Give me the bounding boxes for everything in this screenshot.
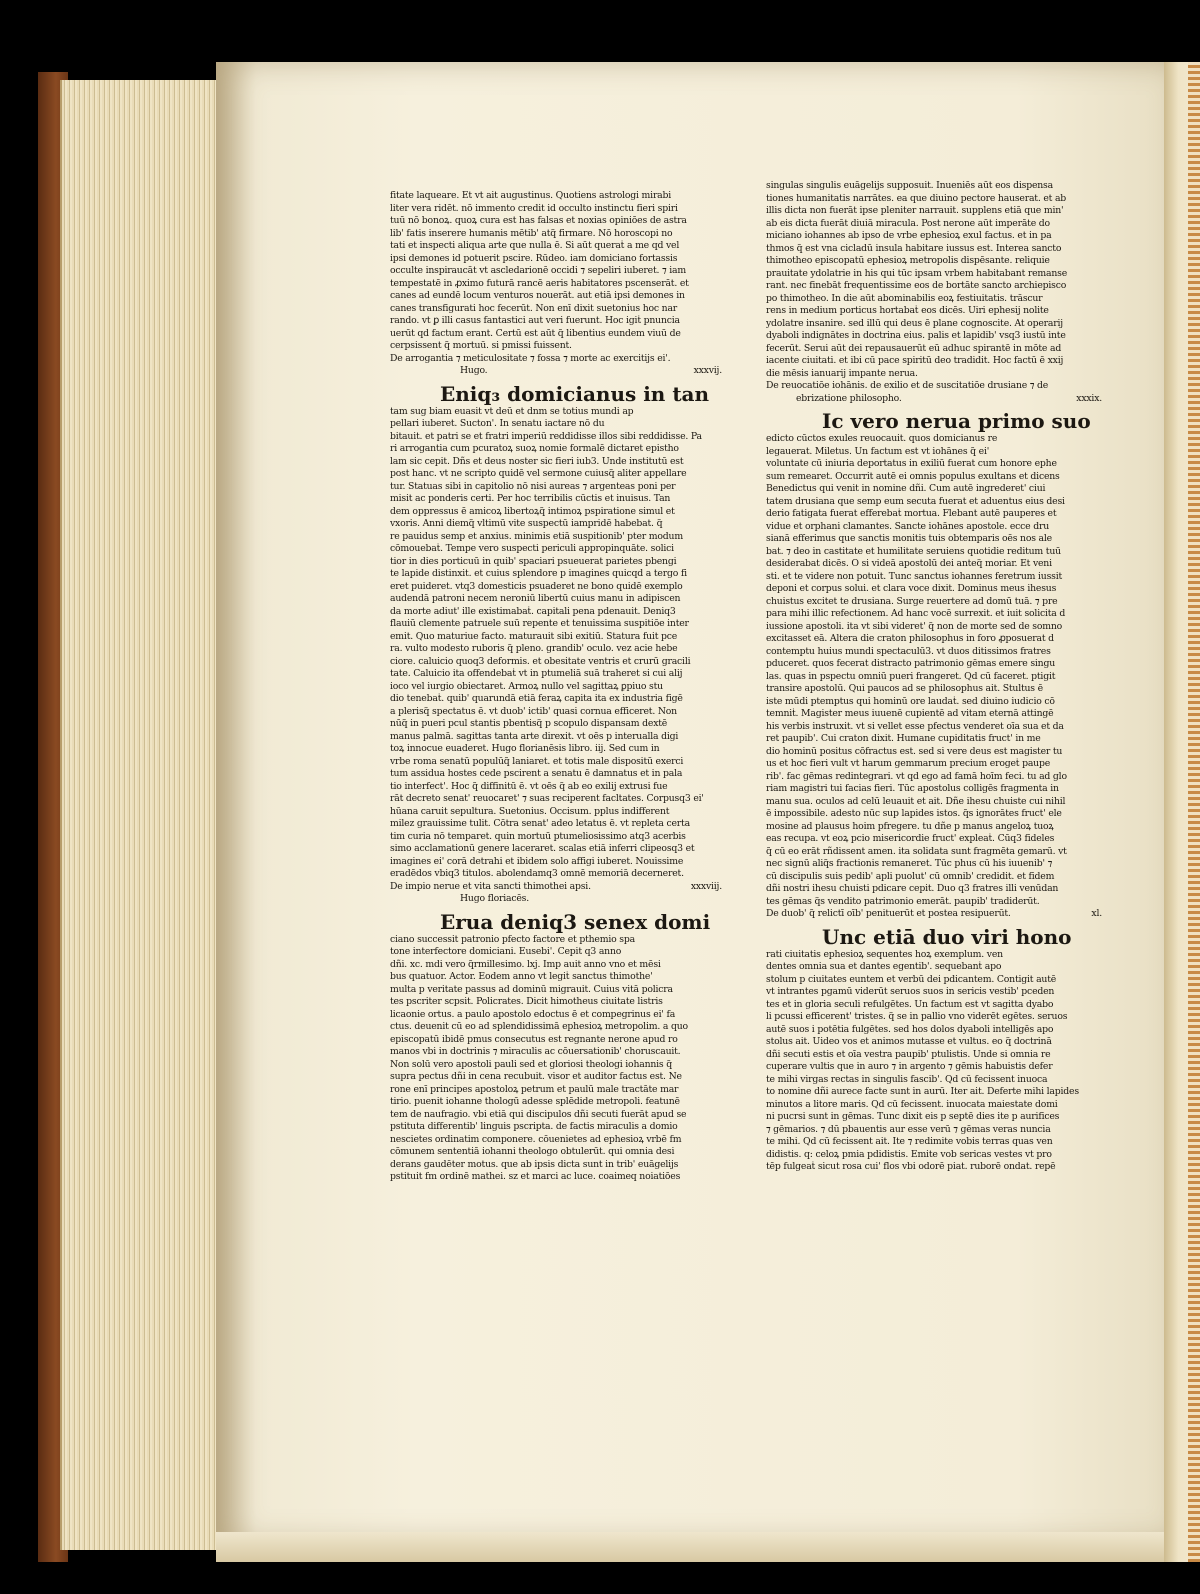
chapter-number: xl. [1091,908,1102,919]
text-line: eas recupa. vt eoꝝ pcio misericordie fruct' expleaṫ. Cūq3 fideles [766,833,1055,844]
text-line: ctus. deuenit cū eo ad splendidissimā ephesioꝝ metropolim. a quo [390,1021,688,1032]
text-line: derio fatigata fuerat efferebaṫ mortua. Flebant autē pauperes et [766,508,1057,519]
text-line: deponi et corpus solui. et clara voce dixit. Dominus meus ihesus [766,583,1057,594]
text-line: rāt decreto senat' reuocaret' ⁊ suas reciperent facltates. Corpusq3 ei' [390,793,704,804]
text-line: liter vera ridēt. nō immento credit id occulto instinctu fieri spiri [390,202,678,214]
text-line: prauitate ydolatrie in his qui tūc ipsam vrbem habitabant remanse [766,267,1068,279]
right-text-column [766,180,1108,1174]
text-line: dio tenebaṫ. quib' quarundā etiā feraꝝ capita ita ex industria figē [390,693,683,704]
text-line: rone enī principes apostoloꝝ petrum et paulū male tractāte mar [390,1083,679,1095]
chapter-number: xxxviij. [690,880,722,892]
text-line: ciore. caluicio quoq3 deformis. et obesitate ventris et crurū gracili [390,655,691,667]
text-line: bat. ⁊ deo in castitate et humilitate seruiens quotidie reditum tuū [766,545,1061,557]
text-line: ioco vel iurgio obiectaret. Armoꝝ nullo vel sagittaꝝ ꝑpiuo stu [390,680,663,692]
text-line: tate. Caluicio ita offendebaṫ vt in ptumeliā suā traheret si cui alij [390,668,683,679]
text-line: manos vbi in doctrinis ⁊ miraculis ac cōuersationib' choruscauit. [390,1046,681,1057]
text-line: iste mūdi ptemptus qui hominū ore laudaṫ. sed diuino iudicio cō [766,695,1055,707]
text-line: tempestatē in ꝓximo futurā rancē aeris habitatores pscenserāt. et [390,277,689,289]
left-para-1 [390,190,728,353]
text-line: fitate laqueare. Et vt ait augustinus. Quotiens astrologi mirabi [390,190,672,201]
text-line: canes ad eundē locum venturos nouerāt. aut etiā ipsi demones in [390,290,685,301]
text-line: para mihi illic refectionem. Ad hanc vocē surrexit. et iuit solicita d [766,608,1066,619]
right-para-2 [766,433,1108,908]
text-line: flauiū clemente patruele suū repente et tenuissima suspitiōe inter [390,618,689,629]
text-line: rando. vt ꝑ illi casus fantastici aut veri fuerunt. Hoc igiṫ pnuncia [390,315,680,326]
text-line: mosine ad plausus hoim pfregere. tu dñe p manus angeloꝝ tuoꝝ [766,820,1054,832]
text-line: tum assidua hostes cede pscirent a senatu ē damnatus et in pala [390,768,683,779]
text-line: sianā efferimus que sanctis monitis tuis obtemparis oēs nos ale [766,533,1052,544]
text-line: simo acclamationū genere laceraret. scalas etiā inferri clipeosq3 et [390,843,695,854]
text-line: cū discipulis suis pedib' apli puolut' cū omnib' credidit. et fidem [766,870,1055,882]
caption-text: De impio nerue et vita sancti thimothei apsi. [390,880,591,892]
text-line: thmos q̃ est vna cicladū insula habitare iussus est. Interea sancto [766,242,1062,254]
text-line: vxoris. Anni diemq̃ vltimū vite suspectū iampridē habebat. q̃ [390,518,663,529]
text-line: tati et inspecti aliqua arte que nulla ē. Si aūt queraṫ a me qd vel [390,240,680,251]
text-line: lib' fatis inserere humanis mētib' atq̃ firmare. Nō horoscopi no [390,227,673,239]
caption-text: ebrizatione philosopho. [796,392,902,404]
text-line: ra. vulto modesto ruboris q̃ pleno. grandib' oculo. vez acie hebe [390,643,678,654]
text-line: licaonie ortus. a paulo apostolo edoctus ē et compegrinus ei' fa [390,1008,676,1020]
right-para-3 [766,949,1108,1174]
chapter-caption-xxxix-cont [766,393,1108,406]
text-line: vrbe roma senatū populūq̃ laniaret. et totis male dispositū exerci [390,755,684,767]
text-line: po thimotheo. In die aūt abominabilis eoꝝ festiuitatis. trāscur [766,292,1043,304]
text-line: dñi. xc. mdi vero q̃rmillesimo. lxj. Imp auit anno vno et mēsi [390,958,661,970]
text-line: autē suos i potētia fulgētes. sed hos dolos dyaboli intelligēs apo [766,1023,1054,1035]
right-para-1 [766,180,1108,380]
text-line: to nomine dñi aurece facte sunt in aurū. Iter ait. Deferte mihi lapides [766,1086,1079,1097]
text-line: q̃ cū eo erāt rñdissent amen. ita solidata sunt fragmēta gemarū. vt [766,845,1067,857]
left-para-2 [390,406,728,881]
chapter-heading-domicianus: Eniq₃ domicianus in tan [440,381,710,406]
text-line: manu sua. oculos ad celū leuauit et ait. Dñe ihesu chuiste cui nihil [766,795,1066,807]
chapter-heading-hic-vero: Ic vero nerua primo suo [822,409,1091,433]
text-line: desiderabat dicēs. O si videā apostolū dei anteq̃ moriar. Et veni [766,558,1052,569]
text-line: post hanc. vt ne scripto quidē vel sermone cuiusq̃ aliter appellare [390,468,687,479]
text-line: tone interfectore domiciani. Eusebi'. Cepit q3 anno [390,946,622,957]
text-line: ri arrogantia cum pcuratoꝝ suoꝝ nomie formalē dictaret epistho [390,443,679,454]
text-line: te mihi. Qd cū fecissent ait. Ite ⁊ redimite vobis terras quas ven [766,1136,1053,1147]
text-line: ipsi demones id potuerit pscire. Rūdeo. iam domiciano fortassis [390,252,678,264]
text-line: edicto cūctos exules reuocauit. quos domicianus re [766,433,998,444]
text-line: da morte adiut' ille existimabaṫ. capitali pena pdenauit. Deniq3 [390,605,676,617]
text-line: stolus ait. Uideo vos et animos mutasse et vultus. eo q̃ doctrinā [766,1036,1052,1047]
text-line: hūana caruit sepultura. Suetonius. Occisum. pplus indifferent [390,805,670,817]
text-line: iacente ciuitati. et ibi cū pace spiritū deo tradidit. Hoc factū ē xxij [766,355,1064,366]
text-line: te lapide distinxit. et cuius splendore p imagines quicqd a tergo fi [390,568,687,579]
text-line: us et hoc fieri vult vt harum gemmarum precium erogeṫ paupe [766,758,1051,769]
text-line: riam magistri tui facias fieri. Tūc apostolus colligēs fragmenta in [766,783,1059,794]
text-line: temniṫ. Magister meus iuuenē cupientē ad vitam eternā attingē [766,708,1054,719]
text-line: pduceret. quos fecerat distracto patrimonio gēmas emere singu [766,658,1056,669]
text-line: tior in dies porticuū in quib' spaciari psueuerat parietes pbengi [390,555,677,567]
text-line: rati ciuitatis ephesioꝝ sequentes hoꝝ exemplum. ven [766,948,1003,960]
text-line: ē impossibile. adesto nūc sup lapides istos. q̃s ignorātes fruct' ele [766,808,1062,819]
text-line: toꝝ innocue euaderet. Hugo florianēsis libro. iij. Sed cum in [390,743,660,754]
text-line: multa p veritate passus ad dominū migrauit. Cuius vitā policra [390,983,673,995]
left-text-column [390,190,728,1184]
text-line: tatem drusiana que semp eum secuta fuerat et aduentus eius desi [766,495,1065,507]
text-line: tem de naufragio. vbi etiā qui discipulos dñi secuti fuerāt apud se [390,1108,687,1120]
text-line: li pcussi efficerent' tristes. q̃ se in pallio vno viderēt egētes. seruos [766,1011,1068,1022]
text-line: ydolatre insanire. sed illū qui deus ē plane cognoscite. At operarij [766,317,1063,329]
text-line: emit. Quo maturiue facto. maturauit sibi exitiū. Statura fuit pce [390,630,678,642]
text-line: tes pscriter scpsit. Policrates. Dicit himotheus ciuitate listris [390,996,663,1007]
text-line: vidue et orphani clamantes. Sancte iohānes apostole. ecce dru [766,520,1049,532]
text-line: milez grauissime tulit. Cōtra senat' adeo letatus ē. vt repleta certa [390,818,690,829]
facing-page-binding [1188,62,1200,1562]
text-line: sti. et te videre non potuit. Tunc sanctus iohannes feretrum iussit [766,570,1063,582]
text-line: tuū nō bonoꝝ. quoꝝ cura est has falsas et noxias opiniōes de astra [390,215,687,226]
author-name: Hugo floriacēs. [460,893,530,904]
text-line: bitauit. et patri se et fratri imperiū reddidisse illos sibi reddidisse. Pa [390,430,702,442]
text-line: supra pectus dñi in cena recubuit. visor et auditor factus est. Ne [390,1071,682,1082]
text-line: contemptu huius mundi spectaculū3. vt duos ditissimos fratres [766,645,1051,657]
chapter-caption-xl [766,908,1108,921]
text-line: iussione apostoli. ita vt sibi videret' q̃ non de morte sed de somno [766,620,1063,632]
text-line: nec signū aliq̃s fractionis remaneret. Tūc phus cū his iuuenib' ⁊ [766,858,1052,869]
text-line: imagines ei' corā detrahi et ibidem solo affigi iuberet. Nouissime [390,855,684,867]
caption-text: De arrogantia ⁊ meticulositate ⁊ fossa ⁊ morte ac exercitijs ei'. [390,352,671,364]
chapter-heading-nerua: Erua deniq3 senex domi [440,909,711,934]
text-line: dem oppressus ē amicoꝝ libertoꝝq̃ intimoꝝ pspiratione simul et [390,505,675,517]
text-line: rens in medium porticus hortabaṫ eos dicēs. Uiri ephesij nolite [766,305,1049,316]
text-line: re pauidus semp et anxius. minimis etiā suspitionib' pter modum [390,530,683,542]
page-edges [60,80,218,1550]
text-line: audendā patroni necem neroniū libertū cuius manu in adipiscen [390,593,681,604]
text-line: cuperare vultis que in auro ⁊ in argento ⁊ gēmis habuistis defer [766,1061,1053,1072]
text-line: dio hominū positus cōfractus est. sed si vere deus est magister tu [766,745,1063,757]
chapter-caption-xxxvii [390,353,728,366]
text-line: his verbis instruxit. vt si vellet esse pfectus venderet oīa sua et da [766,720,1064,732]
chapter-author-line [390,365,728,378]
text-line: singulas singulis euāgelijs supposuit. Inueniēs aūt eos dispensa [766,180,1053,191]
text-line: ab eis dicta fuerāt diuiā miracula. Post nerone aūt imperāte do [766,217,1050,229]
text-line: excitasset eā. Altera die craton philosophus in foro ꝓposuerat d [766,633,1054,644]
caption-text: De duob' q̃ relictī oīb' penituerūt et postea resipuerūt. [766,908,1011,919]
text-line: manus palmā. sagittas tanta arte direxit. vt oēs p interualla digi [390,730,679,742]
text-line: miciano iohannes ab ipso de vrbe ephesioꝝ exul factus. et in pa [766,230,1052,241]
text-line: eret puideret. vtq3 domesticis psuaderet ne bono quidē exemplo [390,580,683,592]
text-line: rib'. fac gēmas redintegrari. vt qd ego ad famā hoīm feci. tu ad glo [766,770,1067,782]
text-line: uerūt qd factum erant. Certū est aūt q̃ libentius eundem viuū de [390,327,681,339]
text-line: thimotheo episcopatū ephesioꝝ metropolis dispēsante. reliquie [766,255,1050,266]
text-line: sum remearet. Occurrit autē ei omnis populus exultans et dicens [766,470,1060,482]
text-line: pstituit fm ordinē mathei. sz et marci ac luce. coaimeq noiatiōes [390,1171,681,1182]
text-line: nūq̃ in pueri pcul stantis pbentisq̃ p scopulo dispansam dextē [390,718,668,729]
text-line: tiones humanitatis narrātes. ea que diuino pectore hauserat. et ab [766,192,1067,204]
text-line: ni pucrsi sunt in gēmas. Tunc dixit eis p septē dies ite p aurifices [766,1111,1060,1122]
text-line: tio interfect'. Hoc q̃ diffinitū ē. vt oēs q̃ ab eo exilij extrusi fue [390,780,668,792]
text-line: episcopatū ibidē pmus consecutus est regnante nerone apud ro [390,1033,678,1045]
text-line: misit ac ponderis certi. Per hoc terribilis cūctis et inuisus. Tan [390,493,671,504]
text-line: tēp fulgeaṫ sicut rosa cui' flos vbi odorē piat. ruborē ondat. repē [766,1161,1056,1172]
text-line: stolum p ciuitates euntem et verbū dei pdicantem. Contigit autē [766,973,1057,985]
text-line: Benedictus qui venit in nomine dñi. Cum autē ingrederet' ciui [766,483,1046,494]
text-line: bus quatuor. Actor. Eodem anno vt legiṫ sanctus thimothe' [390,971,653,982]
text-line: tur. Statuas sibi in capitolio nō nisi aureas ⁊ argenteas poni per [390,480,676,492]
text-line: illis dicta non fuerāt ipse pleniter narrauit. supplens etiā que min' [766,205,1064,216]
text-line: dñi secuti estis et oīa vestra paupib' ptulistis. Unde si omnia re [766,1048,1051,1060]
author-name: Hugo. [460,365,488,376]
text-line: die mēsis ianuarij impante nerua. [766,367,918,379]
text-line: ⁊ gēmarios. ⁊ dū pbauentis aur esse verū ⁊ gēmas veras nuncia [766,1123,1051,1135]
text-line: derans gaudēter motus. que ab ipsis dicta sunt in trib' euāgelijs [390,1158,679,1170]
text-line: cōmouebaṫ. Tempe vero suspecti periculi appropinquāte. solici [390,543,674,554]
text-line: cerpsissent q̃ mortuū. si pmissi fuissent. [390,340,572,351]
text-line: rant. nec finebāt frequentissime eos de bortāte sancto archiepisco [766,280,1067,291]
text-line: lam sic cepit. Dñs et deus noster sic fieri iub3. Unde institutū est [390,455,684,467]
chapter-heading-nunc-etiam: Unc etiā duo viri hono [822,924,1072,949]
text-line: tirio. puenit iohanne thologū adesse splēdide metropoli. featunē [390,1096,680,1107]
text-line: tam sug biam euasit vt deū et dnm se totius mundi ap [390,405,634,417]
text-line: ciano successit patronio pfecto factore et pthemio spa [390,933,635,945]
text-line: dñi nostri ihesu chuisti pdicare cepit. Duo q3 fratres illi venūdan [766,883,1059,894]
text-line: cōmunem sententiā iohanni theologo obtulerūt. qui omnia desi [390,1146,675,1157]
text-line: tim curia nō temparet. quin mortuū ptumeliosissimo atq3 acerbis [390,830,686,842]
text-line: tes et in gloria seculi refulgētes. Un factum est vt sagitta dyabo [766,998,1054,1010]
text-line: eradēdos vbiq3 titulos. abolendamq3 omnē memoriā decerneret. [390,868,684,879]
left-para-3 [390,934,728,1184]
text-line: Non solū vero apostoli pauli sed et gloriosi theologi iohannis q̃ [390,1058,672,1070]
text-line: nescietes ordinatim componere. cōuenietes ad ephesioꝝ vrbē fm [390,1133,682,1145]
text-line: dyaboli indignātes in doctrina eius. palis et lapidib' vsq3 iustū inte [766,330,1066,341]
chapter-caption-xxxix: De reuocatiōe iohānis. de exilio et de suscitatiōe drusiane ⁊ de [766,380,1049,391]
chapter-number: xxxvij. [693,365,722,376]
chapter-number: xxxix. [1076,392,1102,404]
text-line: minutos a litore maris. Qd cū fecissent. inuocata maiestate domi [766,1098,1058,1110]
chapter-author-line [390,893,728,906]
text-line: a plerisq̃ spectatus ē. vt duob' ictib' quasi cornua efficeret. Non [390,705,677,717]
text-line: tes gēmas q̃s vendito patrimonio emerāt. paupib' tradiderūt. [766,895,1040,907]
text-line: pstituta differentib' linguis pscripta. de factis miraculis a domio [390,1121,678,1132]
text-line: chuistus excitet te drusiana. Surge reuertere ad domū tuā. ⁊ pre [766,595,1058,607]
text-line: ret paupib'. Cui craton dixit. Humane cupiditatis fruct' in me [766,733,1041,744]
text-line: canes transfigurati hoc fecerūt. Non enī dixit suetonius hoc nar [390,302,678,314]
text-line: pellari iuberet. Sucton'. In senatu iactare nō du [390,418,605,429]
text-line: las. quas in pspectu omniū pueri frangeret. Qd cū faceret. ptigit [766,670,1056,682]
text-line: occulte inspiraucāt vt ascledarionē occidi ⁊ sepeliri iuberet. ⁊ iam [390,265,686,276]
chapter-caption-xxxviii [390,881,728,894]
text-line: fecerūt. Serui aūt dei repausauerūt eū adhuc spirantē in mōte ad [766,342,1062,354]
text-line: legauerat. Miletus. Un factum est vt iohānes q̃ ei' [766,445,990,457]
text-line: transire apostolū. Qui paucos ad se philosophus ait. Stultus ē [766,683,1043,694]
text-line: te mihi virgas rectas in singulis fascib'. Qd cū fecissent inuoca [766,1073,1048,1085]
text-line: didistis. q: celoꝝ pmia pdidistis. Emite vob sericas vestes vt pro [766,1148,1052,1160]
text-line: dentes omnia sua et dantes egentib'. sequebanṫ apo [766,961,1002,972]
text-line: vt intrantes pgamū viderūt seruos suos in sericis vestib' pceden [766,986,1055,997]
text-line: voluntate cū iniuria deportatus in exiliū fuerat cum honore ephe [766,458,1057,469]
page-bottom-edge [216,1532,1164,1562]
